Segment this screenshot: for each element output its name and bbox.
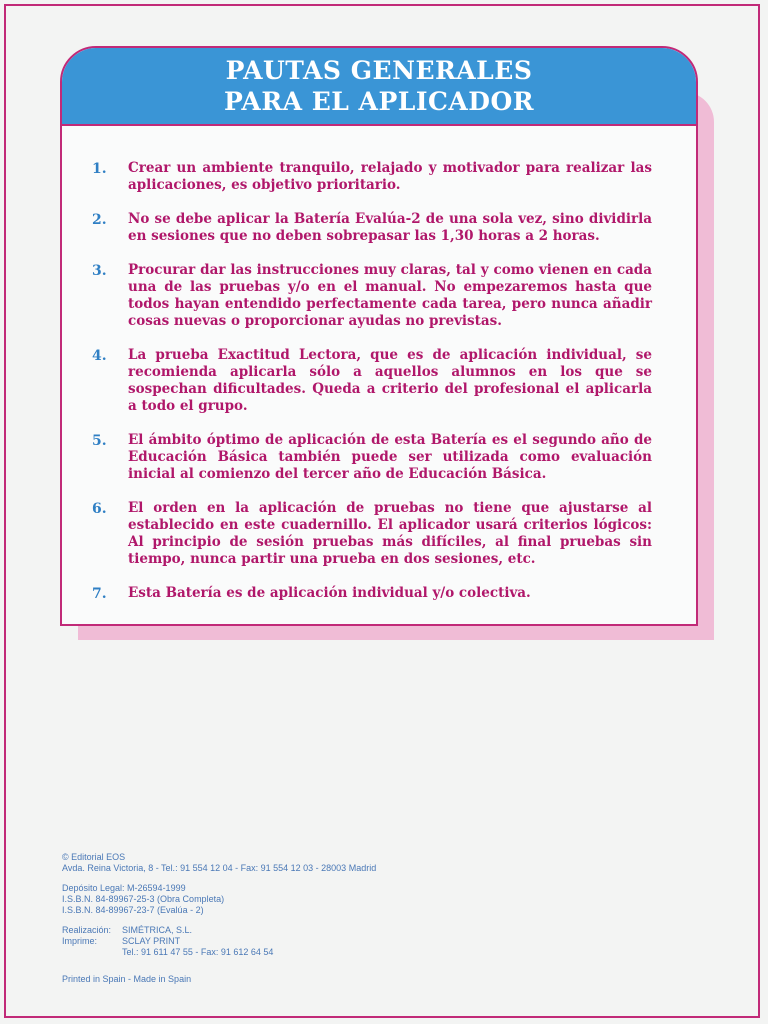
item-text: No se debe aplicar la Batería Evalúa-2 de una sola vez, sino dividirla en sesiones que no deben sobrepasar las 1,30 horas a 2 horas. [128, 211, 652, 244]
list-item [92, 347, 652, 415]
item-text: Crear un ambiente tranquilo, relajado y motivador para realizar las aplicaciones, es objetivo prioritario. [128, 160, 652, 193]
publisher-address: Avda. Reina Victoria, 8 - Tel.: 91 554 12 04 - Fax: 91 554 12 03 - 28003 Madrid [62, 863, 377, 873]
list-item [92, 160, 652, 194]
imprime-phone: Tel.: 91 611 47 55 - Fax: 91 612 64 54 [122, 947, 274, 957]
imprime-value: SCLAY PRINT [122, 936, 181, 946]
guidelines-card [60, 46, 698, 626]
title-line-2: PARA EL APLICADOR [223, 87, 535, 116]
isbn-complete: I.S.B.N. 84-89967-25-3 (Obra Completa) [62, 894, 225, 904]
realizacion-row [62, 925, 376, 936]
list-item [92, 500, 652, 568]
publisher-name: © Editorial EOS [62, 852, 126, 862]
item-number: 7. [92, 586, 107, 602]
legal-block [62, 883, 376, 916]
guidelines-list [62, 126, 696, 603]
item-text: El ámbito óptimo de aplicación de esta Batería es el segundo año de Educación Básica también puede ser utilizada como evaluación inicial al comienzo del tercer año de Educación Básica. [128, 432, 652, 482]
item-number: 2. [92, 212, 107, 228]
title-line-1: PAUTAS GENERALES [225, 56, 533, 85]
imprime-label: Imprime: [62, 936, 98, 946]
list-item [92, 432, 652, 483]
deposito-legal: Depósito Legal: M-26594-1999 [62, 883, 186, 893]
item-number: 6. [92, 501, 107, 517]
item-text: El orden en la aplicación de pruebas no tiene que ajustarse al establecido en este cuadernillo. El aplicador usará criterios lógicos: Al principio de sesión pruebas más difíciles, al final pruebas sin tiempo, nunca partir una prueba en dos sesiones, etc. [128, 500, 652, 567]
realizacion-label: Realización: [62, 925, 112, 935]
item-number: 3. [92, 263, 107, 279]
item-text: La prueba Exactitud Lectora, que es de aplicación individual, se recomienda aplicarla sólo a aquellos alumnos en los que se sospechan dificultades. Queda a criterio del profesional el aplicarla a todo el grupo. [128, 347, 652, 414]
realizacion-value: SIMÉTRICA, S.L. [122, 925, 193, 935]
list-item [92, 211, 652, 245]
item-text: Esta Batería es de aplicación individual y/o colectiva. [128, 585, 531, 601]
item-number: 5. [92, 433, 107, 449]
imprime-row [62, 936, 376, 947]
item-text: Procurar dar las instrucciones muy claras, tal y como vienen en cada una de las pruebas y/o en el manual. No empezaremos hasta que todos hayan entendido perfectamente cada tarea, pero nunca añadir cosas nuevas o proporcionar ayudas no previstas. [128, 262, 652, 329]
list-item [92, 585, 652, 603]
printed-in: Printed in Spain - Made in Spain [62, 974, 192, 984]
card-header [62, 48, 696, 126]
item-number: 1. [92, 161, 107, 177]
item-number: 4. [92, 348, 107, 364]
isbn-volume: I.S.B.N. 84-89967-23-7 (Evalúa - 2) [62, 905, 204, 915]
imprime-tel-row [62, 947, 376, 958]
credits-block [62, 925, 376, 958]
list-item [92, 262, 652, 330]
colophon [62, 852, 376, 985]
publisher-block [62, 852, 376, 874]
